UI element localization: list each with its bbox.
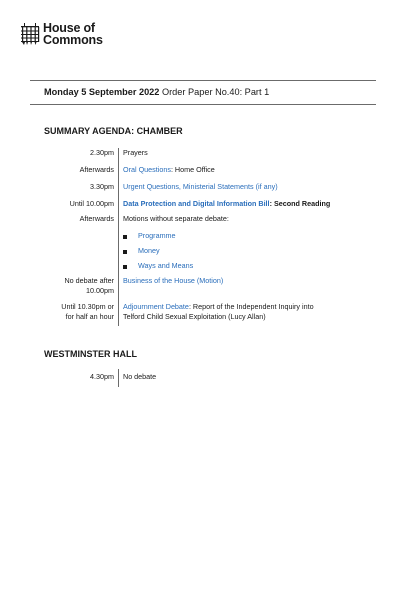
agenda-item-detail: Telford Child Sexual Exploitation (Lucy Allan) [123, 312, 266, 321]
logo-line-2: Commons [43, 33, 103, 47]
programme-link[interactable]: Programme [138, 231, 176, 240]
business-of-the-house-link[interactable]: Business of the House (Motion) [123, 276, 224, 285]
agenda-item [123, 302, 383, 322]
logo-wordmark [43, 22, 103, 46]
agenda-bullet [123, 246, 160, 256]
agenda-time: 2.30pm [90, 148, 114, 157]
bullet-square-icon [123, 265, 127, 269]
agenda-time: Afterwards [79, 214, 114, 223]
agenda-time-line: Until 10.30pm or [61, 302, 114, 311]
agenda-bullet [123, 261, 193, 271]
agenda-time-line: No debate after [64, 276, 114, 285]
money-link[interactable]: Money [138, 246, 160, 255]
agenda-time-line: for half an hour [65, 312, 114, 321]
oral-questions-link[interactable]: Oral Questions [123, 165, 171, 174]
bullet-square-icon [123, 235, 127, 239]
agenda-divider [118, 369, 119, 387]
agenda-item [123, 276, 383, 286]
portcullis-icon [20, 23, 40, 45]
agenda-item-detail: : Report of the Independent Inquiry into [188, 302, 314, 311]
agenda-item-detail: : Home Office [170, 165, 215, 174]
agenda-time: Afterwards [79, 165, 114, 174]
logo-line-1: House of [43, 21, 95, 35]
ways-and-means-link[interactable]: Ways and Means [138, 261, 194, 270]
chamber-section-title: SUMMARY AGENDA: CHAMBER [44, 126, 183, 136]
agenda-time [61, 302, 114, 322]
agenda-divider [118, 148, 119, 326]
parliament-logo [20, 22, 103, 46]
header-top-rule [30, 80, 376, 81]
order-paper-heading [44, 87, 269, 97]
header-bottom-rule [30, 104, 376, 105]
agenda-time [64, 276, 114, 296]
order-paper-number: Order Paper No.40: Part 1 [159, 87, 270, 97]
bill-link[interactable]: Data Protection and Digital Information Bill [123, 199, 270, 208]
agenda-item [123, 199, 383, 209]
bullet-square-icon [123, 250, 127, 254]
agenda-item [123, 182, 383, 192]
agenda-item: Prayers [123, 148, 148, 157]
agenda-item: No debate [123, 372, 157, 381]
agenda-item: Motions without separate debate: [123, 214, 229, 223]
westminster-hall-section-title: WESTMINSTER HALL [44, 349, 137, 359]
agenda-time-line: 10.00pm [86, 286, 114, 295]
agenda-time: 4.30pm [90, 372, 114, 381]
agenda-item [123, 165, 383, 175]
order-paper-date: Monday 5 September 2022 [44, 87, 160, 97]
urgent-questions-link[interactable]: Urgent Questions, Ministerial Statements (if any) [123, 182, 278, 191]
agenda-time: 3.30pm [90, 182, 114, 191]
agenda-time: Until 10.00pm [69, 199, 114, 208]
agenda-bullet [123, 231, 176, 241]
adjournment-debate-link[interactable]: Adjournment Debate [123, 302, 189, 311]
agenda-item-detail: : Second Reading [269, 199, 331, 208]
